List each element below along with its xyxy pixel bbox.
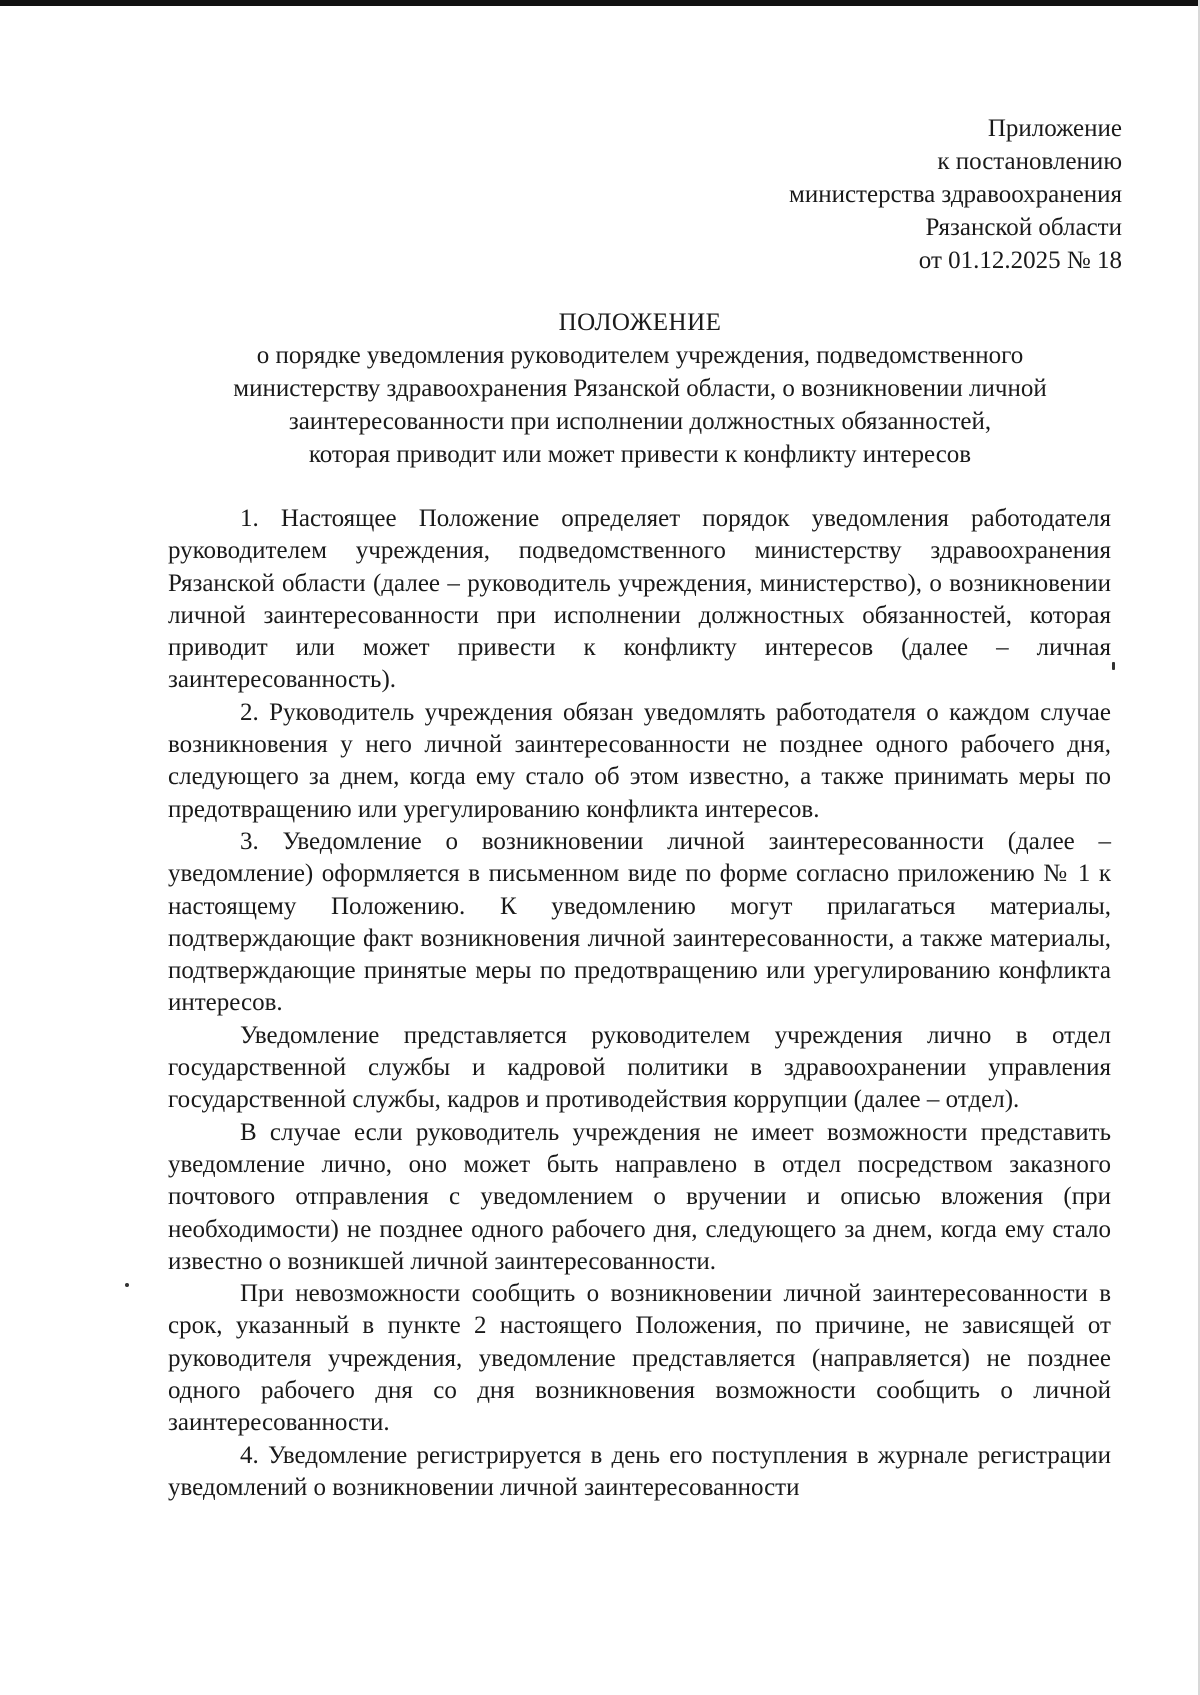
appendix-line-1: Приложение — [987, 115, 1122, 142]
document-subtitle — [160, 339, 1120, 471]
paragraph-3-mail: В случае если руководитель учреждения не имеет возможности представить уведомление лично, оно может быть направлено в отдел посредством заказного почтового отправления с уведомлением о вручении и описью вложения (при необходимости) не позднее одного рабочего дня, следующего за днем, когда ему стало известно о возникшей личной заинтересованности. — [168, 1118, 1111, 1275]
paragraph-4: 4. Уведомление регистрируется в день его поступления в журнале регистрации уведомлений о возникновении личной заинтересованности — [168, 1441, 1111, 1501]
scan-speck — [1112, 662, 1115, 670]
paragraph-2: 2. Руководитель учреждения обязан уведомлять работодателя о каждом случае возникновения у него личной заинтересованности не позднее одного рабочего дня, следующего за днем, когда ему стало об этом известно, а также принимать меры по предотвращению или урегулированию конфликта интересов. — [168, 698, 1111, 823]
appendix-line-3: министерства здравоохранения — [789, 181, 1122, 208]
appendix-line-2: к постановлению — [937, 148, 1122, 175]
scan-speck — [125, 1283, 129, 1287]
paragraph-3-delay: При невозможности сообщить о возникновении личной заинтересованности в срок, указанный в пункте 2 настоящего Положения, по причине, не зависящей от руководителя учреждения, уведомление представляется (направляется) не позднее одного рабочего дня со дня возникновения возможности сообщить о личной заинтересованности. — [168, 1280, 1111, 1437]
appendix-date-number: от 01.12.2025 № 18 — [918, 247, 1122, 274]
document-body — [168, 503, 1111, 1504]
paragraph-3-submission: Уведомление представляется руководителем учреждения лично в отдел государственной службы и кадровой политики в здравоохранении управления государственной службы, кадров и противодействия коррупции (далее – отдел). — [168, 1021, 1111, 1114]
appendix-header — [789, 112, 1122, 277]
paragraph-3: 3. Уведомление о возникновении личной заинтересованности (далее – уведомление) оформляется в письменном виде по форме согласно приложению № 1 к настоящему Положению. К уведомлению могут прилагаться материалы, подтверждающие факт возникновения личной заинтересованности, а также материалы, подтверждающие принятые меры по предотвращению или урегулированию конфликта интересов. — [168, 827, 1111, 1017]
subtitle-line-1: о порядке уведомления руководителем учреждения, подведомственного — [256, 342, 1024, 369]
subtitle-line-2: министерству здравоохранения Рязанской области, о возникновении личной — [233, 375, 1047, 402]
subtitle-line-4: которая приводит или может привести к конфликту интересов — [308, 441, 972, 468]
subtitle-line-3: заинтересованности при исполнении должностных обязанностей, — [288, 408, 992, 435]
document-title-block — [160, 306, 1120, 471]
document-title: ПОЛОЖЕНИЕ — [558, 309, 722, 336]
paragraph-1: 1. Настоящее Положение определяет порядок уведомления работодателя руководителем учреждения, подведомственного министерству здравоохранения Рязанской области (далее – руководитель учреждения, министерство), о возникновении личной заинтересованности при исполнении должностных обязанностей, которая приводит или может привести к конфликту интересов (далее – личная заинтересованность). — [168, 505, 1111, 694]
appendix-line-4: Рязанской области — [925, 214, 1122, 241]
